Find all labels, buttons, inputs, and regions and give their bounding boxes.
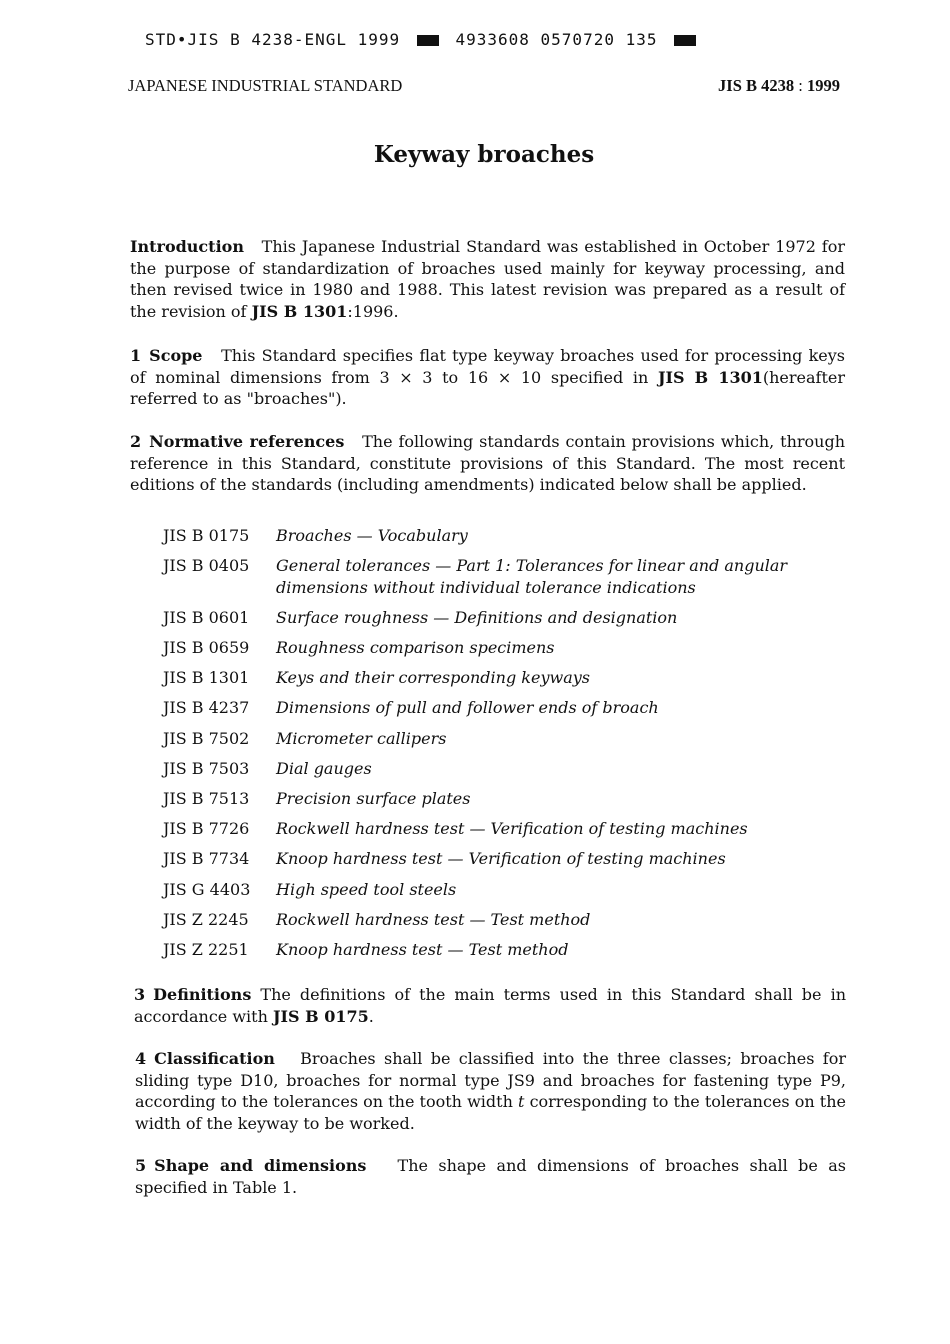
classification-text-end: corresponding to the tolerances on the width of the keyway to be worked. [135,1092,846,1133]
reference-item [163,637,853,659]
reference-title: Precision surface plates [276,789,471,808]
definitions-heading: Definitions [153,985,252,1004]
barcode-block-icon [417,35,439,46]
reference-title: Micrometer callipers [276,728,447,748]
scan-header-code: 4933608 0570720 135 [455,30,658,49]
shape-number: 5 [135,1156,147,1175]
reference-title: Knoop hardness test — Verification of testing machines [276,849,726,869]
reference-item [163,818,853,840]
definitions-ref: JIS B 0175 [272,1006,369,1026]
scope-text-end: (hereafter referred to as "broaches"). [130,367,846,408]
scope-ref: JIS B 1301 [657,367,763,387]
normative-heading: Normative references [149,432,345,451]
reference-title: Dial gauges [276,758,372,778]
normative-paragraph [130,431,845,496]
reference-code: JIS B 0601 [163,607,250,627]
definitions-end: . [368,1006,374,1026]
introduction-heading: Introduction [130,237,244,256]
standard-id [620,76,840,96]
reference-code: JIS G 4403 [163,879,251,899]
reference-item [163,607,853,629]
scope-number: 1 [130,346,142,365]
reference-title: Rockwell hardness test — Verification of testing machines [276,819,748,839]
introduction-paragraph [130,236,845,322]
reference-item [163,848,853,870]
shape-text: The shape and dimensions of broaches shall be as specified in Table 1. [135,1156,846,1197]
scope-heading: Scope [149,346,203,365]
reference-item [163,758,853,780]
reference-item [163,525,853,547]
reference-code: JIS B 7734 [163,849,250,869]
reference-code: JIS B 7726 [163,819,250,839]
reference-code: JIS B 1301 [163,668,250,688]
standard-label: JAPANESE INDUSTRIAL STANDARD [128,76,403,95]
reference-code: JIS B 4237 [163,698,250,718]
reference-code: JIS B 0659 [163,638,250,658]
barcode-block-icon [674,35,696,46]
shape-paragraph [135,1155,846,1198]
scan-header-line [145,30,785,49]
reference-title: Broaches — Vocabulary [276,526,468,545]
reference-code: JIS B 7513 [163,789,250,808]
reference-item [163,879,853,901]
reference-code: JIS B 0405 [163,556,250,576]
scope-paragraph [130,345,845,410]
reference-item [163,667,853,689]
classification-paragraph [135,1048,846,1134]
standard-sep: : [798,76,803,95]
reference-title: General tolerances — Part 1: Tolerances for linear and angular dimensions without individual tolerance indications [276,556,788,597]
page-title: Keyway broaches [373,141,595,168]
reference-code: JIS Z 2251 [163,939,249,959]
classification-heading: Classification [154,1049,275,1068]
tooth-width-variable: t [518,1092,525,1111]
reference-code: JIS B 0175 [163,526,250,545]
reference-item [163,728,853,750]
introduction-text: This Japanese Industrial Standard was established in October 1972 for the purpose of standardization of broaches used mainly for keyway processing, and then revised twice in 1980 and 1988. This latest revision was prepared as a result of the revision of [130,237,846,321]
scope-text: This Standard specifies flat type keyway broaches used for processing keys of nominal dimensions from 3 × 3 to 16 × 10 specified in [130,346,845,387]
reference-item [163,909,853,931]
reference-item [163,697,853,719]
scan-header-left: STD•JIS B 4238-ENGL 1999 [145,30,401,49]
reference-title: Surface roughness — Definitions and designation [276,607,678,627]
definitions-text: The definitions of the main terms used in this Standard shall be in accordance with [134,985,846,1026]
classification-number: 4 [135,1049,147,1068]
reference-item [163,788,853,810]
normative-number: 2 [130,432,142,451]
reference-code: JIS B 7502 [163,728,250,748]
definitions-paragraph [134,984,846,1027]
reference-title: Rockwell hardness test — Test method [276,909,591,929]
reference-title: High speed tool steels [276,879,457,899]
reference-title: Keys and their corresponding keyways [276,668,590,688]
shape-heading: Shape and dimensions [154,1156,367,1175]
introduction-ref: JIS B 1301 [251,301,348,321]
reference-item [163,939,853,961]
reference-code: JIS B 7503 [163,758,250,778]
classification-text: Broaches shall be classified into the three classes; broaches for sliding type D10, broaches for normal type JS9 and broaches for fastening type P9, according to the tolerances on the tooth width [135,1049,846,1111]
reference-item [163,555,853,598]
reference-title: Dimensions of pull and follower ends of broach [276,698,659,718]
reference-code: JIS Z 2245 [163,909,249,929]
reference-title: Knoop hardness test — Test method [276,939,569,959]
reference-title: Roughness comparison specimens [276,638,555,658]
standard-code: JIS B 4238 [718,76,795,95]
standard-year: 1999 [807,76,840,95]
definitions-number: 3 [134,985,146,1004]
introduction-text-end: :1996. [347,301,399,321]
normative-text: The following standards contain provisions which, through reference in this Standard, constitute provisions of this Standard. The most recent editions of the standards (including amendments) indicated below shall be applied. [130,432,846,494]
reference-list [163,525,853,969]
